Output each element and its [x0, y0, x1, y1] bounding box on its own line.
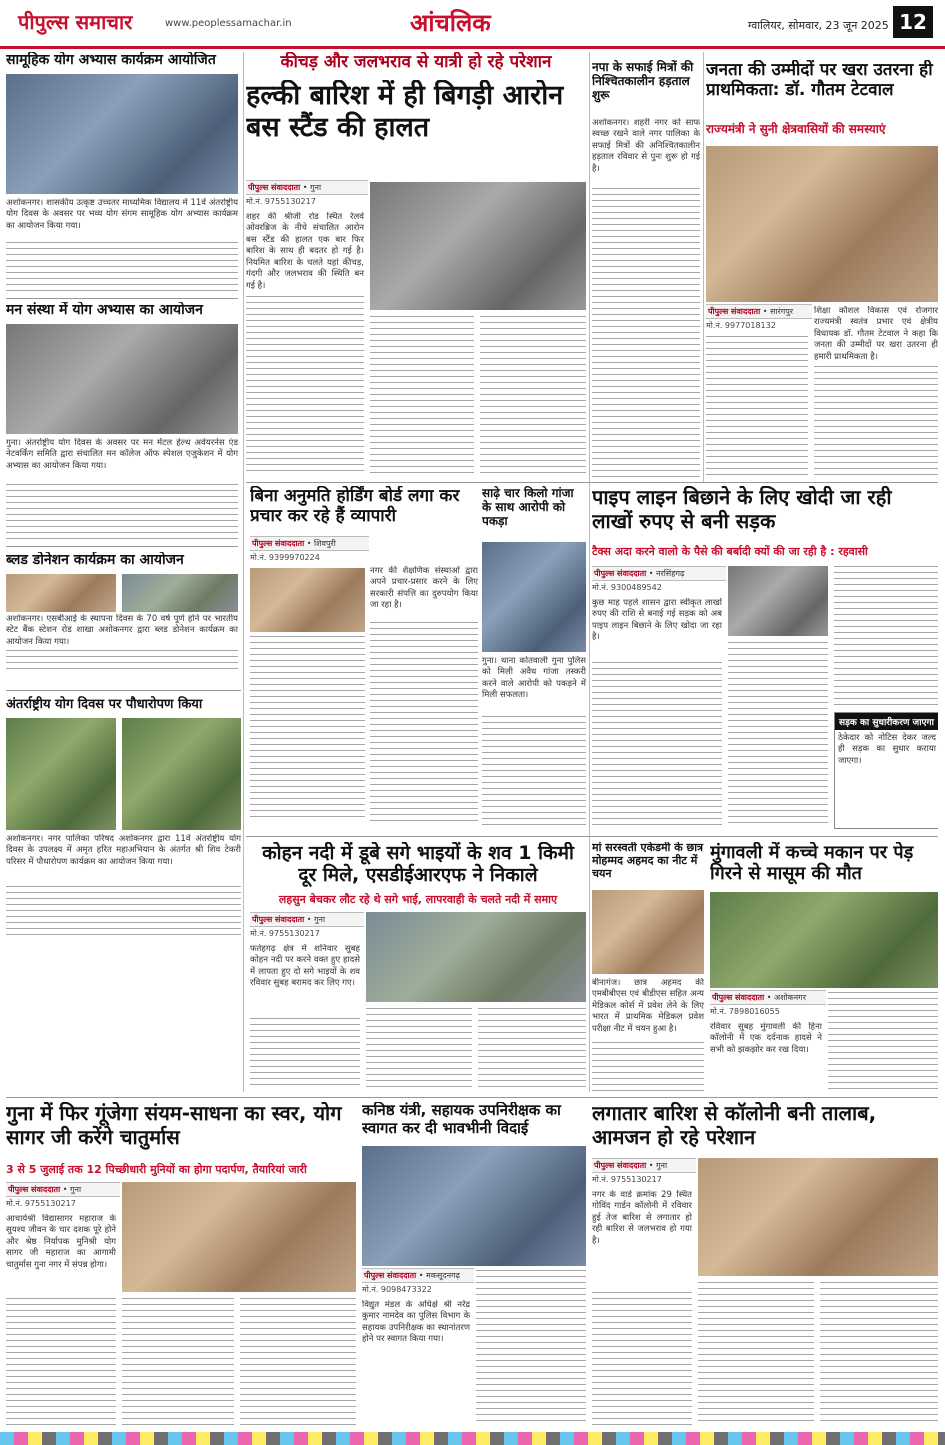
- fallen-tree-photo: [710, 892, 938, 988]
- s6-body-text: [592, 188, 700, 478]
- s15-headline[interactable]: कनिष्ठ यंत्री, सहायक उपनिरीक्षक का स्वागत कर दी भावभीनी विदाई: [362, 1102, 561, 1137]
- s9-lead: गुना। थाना कोतवाली गुना पुलिस को मिली अवैध गांजा तस्करी करने वाले आरोपी को पकड़ने में मिली सफलता।: [482, 656, 586, 701]
- byline-name: पीपुल्स संवाददाता: [594, 1161, 647, 1170]
- byline-name: पीपुल्स संवाददाता: [594, 569, 647, 578]
- s7-subhead: राज्यमंत्री ने सुनी क्षेत्रवासियों की समस्याएं: [706, 122, 886, 136]
- byline-name: पीपुल्स संवाददाता: [364, 1271, 417, 1280]
- divider: [6, 1097, 938, 1098]
- s4-lead: अशोकनगर। नगर पालिका परिषद अशोकनगर द्वारा 11वें अंतर्राष्ट्रीय योग दिवस के उपलक्ष्य में अमृत हरित महाअभियान के अंतर्गत श्री शिव टेकरी परिसर में पौधारोपण कार्यक्रम का आयोजन किया गया।: [6, 834, 241, 867]
- s10-body-col3: [834, 566, 938, 706]
- s5-body-col1: [246, 296, 364, 476]
- box-title: सड़क का सुधारीकरण जाएगा: [835, 713, 938, 730]
- s5-lead: शहर की श्रीजी रोड स्थित रेलवे ओवरब्रिज के नीचे संचालित आरोन बस स्टैंड की हालत एक बार फिर बारिश के साथ ही बदतर हो गई है। नियमित बारिश के चलते यहां कीचड़, गंदगी और जलभराव की स्थिति बन गई है।: [246, 212, 364, 291]
- byline-name: पीपुल्स संवाददाता: [8, 1185, 61, 1194]
- minister-public-hearing-photo: [706, 146, 938, 302]
- byline-place: सारंगपुर: [770, 307, 794, 316]
- s1-headline[interactable]: सामूहिक योग अभ्यास कार्यक्रम आयोजित: [6, 52, 216, 68]
- s5-byline: पीपुल्स संवाददाता • गुना: [246, 180, 368, 195]
- s16-body-col1: [592, 1292, 692, 1426]
- dug-road-photo: [728, 566, 828, 636]
- divider: [6, 298, 238, 299]
- s11-block: [250, 842, 586, 1094]
- s16-block: [592, 1102, 938, 1430]
- s15-block: [362, 1102, 586, 1430]
- s14-headline[interactable]: गुना में फिर गूंजेगा संयम-साधना का स्वर, योग सागर जी करेंगे चातुर्मास: [6, 1102, 342, 1149]
- bus-stand-waterlogging-photo: [370, 182, 586, 310]
- s16-byline: पीपुल्स संवाददाता • गुना: [592, 1158, 696, 1173]
- s16-headline[interactable]: लगातार बारिश से कॉलोनी बनी तालाब, आमजन हो रहे परेशान: [592, 1102, 877, 1149]
- s14-subhead: 3 से 5 जुलाई तक 12 पिच्छीधारी मुनियों का होगा पदार्पण, तैयारियां जारी: [6, 1163, 307, 1176]
- byline-place: शिवपुरी: [314, 539, 336, 548]
- s2-body-text: [6, 484, 238, 540]
- s5-block: [246, 52, 586, 477]
- byline-place: गुना: [314, 915, 326, 924]
- s8-body-col2: [370, 622, 478, 822]
- s8-body-col1: [250, 636, 365, 821]
- s5-mobile: मो.नं. 9755130217: [246, 197, 316, 206]
- website-url[interactable]: www.peoplessamachar.in: [165, 18, 292, 29]
- s10-subhead: टैक्स अदा करने वालो के पैसे की बर्बादी क्यों की जा रही है : रहवासी: [592, 545, 868, 558]
- river-rescue-photo: [366, 912, 586, 1002]
- divider: [6, 690, 241, 691]
- s9-body-text: [482, 716, 586, 826]
- s16-lead: नगर के वार्ड क्रमांक 29 स्थित गोविंद गार्डन कॉलोनी में रविवार हुई तेज बारिश से लगातार हो रही बारिश से जलभराव हो गया है।: [592, 1190, 692, 1246]
- s7-lead: शिक्षा कौशल विकास एवं रोजगार राज्यमंत्री स्वतंत्र प्रभार एवं क्षेत्रीय विधायक डॉ. गौतम टेटवाल ने कहा कि जनता की उम्मीदों पर खरा उतरना ही हमारी प्राथमिकता है।: [814, 306, 938, 362]
- s15-body-col2: [476, 1270, 586, 1426]
- s10-byline: पीपुल्स संवाददाता • नरसिंहगढ़: [592, 566, 726, 581]
- byline-place: गुना: [656, 1161, 668, 1170]
- s4-headline[interactable]: अंतर्राष्ट्रीय योग दिवस पर पौधारोपण किया: [6, 697, 203, 712]
- column-rule: [243, 52, 244, 1092]
- s15-mobile: मो.नं. 9098473322: [362, 1285, 432, 1294]
- byline-name: पीपुल्स संवाददाता: [712, 993, 765, 1002]
- s16-body-col3: [820, 1282, 938, 1426]
- s11-body-col3: [478, 1008, 586, 1090]
- s14-body-col3: [240, 1298, 356, 1426]
- s2-lead: गुना। अंतर्राष्ट्रीय योग दिवस के अवसर पर मन मेंटल हेल्थ अवेयरनेस एंड नेटवर्किंग समिति द्वारा संचालित मन कॉलेज ऑफ स्पेशल एजुकेशन में योग अभ्यास का आयोजन किया गया।: [6, 438, 238, 471]
- s3-lead: अशोकनगर। एसबीआई के स्थापना दिवस के 70 वर्ष पूर्ण होने पर भारतीय स्टेट बैंक स्टेशन रोड शाखा अशोकनगर द्वारा ब्लड डोनेशन कार्यक्रम का आयोजन किया गया।: [6, 614, 238, 647]
- s14-body-col2: [122, 1298, 234, 1426]
- s14-mobile: मो.नं. 9755130217: [6, 1199, 76, 1208]
- s5-body-col2: [370, 316, 474, 476]
- s6-headline[interactable]: नपा के सफाई मित्रों की निश्चितकालीन हड़ताल शुरू: [592, 60, 694, 103]
- byline-place: गुना: [310, 183, 322, 192]
- divider: [6, 546, 238, 547]
- s5-headline[interactable]: हल्की बारिश में ही बिगड़ी आरोन बस स्टैंड की हालत: [246, 80, 564, 143]
- s10-body-col2: [728, 642, 828, 827]
- left-column: [6, 52, 238, 612]
- s15-lead: विद्युत मंडल के अधिक्षे श्री नरेंद्र कुमार नामदेव का पुलिस विभाग के सहायक उपनिरीक्षक का स्थानांतरण होने पर स्वागत किया गया।: [362, 1300, 470, 1345]
- s10-mobile: मो.नं. 9300489542: [592, 583, 662, 592]
- s11-byline: पीपुल्स संवाददाता • गुना: [250, 912, 364, 927]
- s8-headline[interactable]: बिना अनुमति होर्डिंग बोर्ड लगा कर प्रचार कर रहे हैं व्यापारी: [250, 486, 460, 527]
- s8-block: [250, 486, 478, 831]
- flooded-colony-photo: [698, 1158, 938, 1276]
- s12-body-text: [592, 1042, 704, 1092]
- s8-mobile: मो.नं. 9399970224: [250, 553, 320, 562]
- s10-lead: कुछ माह पहले शासन द्वारा स्वीकृत लाखों रुपए की राशि से बनाई गई सड़क को अब पाइप लाइन बिछाने के लिए खोदा जा रहा है।: [592, 598, 722, 643]
- box-text: ठेकेदार को नोटिस देकर जल्द ही सड़क का सुधार कराया जाएगा।: [838, 733, 936, 766]
- s4-body-text: [6, 886, 241, 936]
- arrested-accused-photo: [482, 542, 586, 652]
- blood-donation-photo-1: [6, 574, 116, 612]
- byline-place: मकसूदनगढ़: [426, 1271, 461, 1280]
- byline-name: पीपुल्स संवाददाता: [708, 307, 761, 316]
- masthead: [0, 0, 945, 49]
- s12-headline[interactable]: मां सरस्वती एकेडमी के छात्र मोहम्मद अहमद का नीट में चयन: [592, 842, 704, 880]
- student-felicitation-photo: [592, 890, 704, 974]
- s9-block: [482, 486, 586, 831]
- s3-headline[interactable]: ब्लड डोनेशन कार्यक्रम का आयोजन: [6, 552, 184, 568]
- s12-block: [592, 842, 704, 1094]
- s10-headline[interactable]: पाइप लाइन बिछाने के लिए खोदी जा रही लाखों रुपए से बनी सड़क: [592, 486, 892, 533]
- s7-block: [706, 60, 938, 480]
- mann-sanstha-yoga-photo: [6, 324, 238, 434]
- s1-lead: अशोकनगर। शासकीय उत्कृष्ट उच्चतर माध्यमिक विद्यालय में 11वें अंतर्राष्ट्रीय योग दिवस के अवसर पर भव्य योग संगम सामूहिक योग अभ्यास कार्यक्रम का आयोजन किया गया।: [6, 198, 238, 231]
- divider: [246, 482, 938, 483]
- s10-body-col1: [592, 662, 722, 827]
- s12-lead: बीनागंज। छात्र अहमद की एमबीबीएस एवं बीडीएस सहित अन्य मेडिकल कोर्स में प्रवेश लेने के लिए भारत में प्राथमिक मेडिकल प्रवेश परीक्षा नीट में चयन हुआ है।: [592, 978, 704, 1034]
- s1-body-text: [6, 242, 238, 292]
- s11-body-col2: [366, 1008, 472, 1090]
- s16-body-col2: [698, 1282, 814, 1426]
- s11-subhead: लहसुन बेचकर लौट रहे थे सगे भाई, लापरवाही के चलते नदी में समाए: [278, 893, 558, 906]
- column-rule: [589, 52, 590, 1092]
- byline-place: नरसिंहगढ़: [656, 569, 685, 578]
- plantation-photo-2: [122, 718, 241, 830]
- s6-block: [592, 60, 700, 480]
- s11-lead: फतेहगढ़ क्षेत्र में शनिवार सुबह कोहन नदी पर करने वक्त हुए हादसे में लापता हुए दो सगे भाइयों के शव रविवार सुबह बरामद कर लिए गए।: [250, 944, 360, 989]
- s13-mobile: मो.नं. 7898016055: [710, 1007, 780, 1016]
- s7-byline: पीपुल्स संवाददाता • सारंगपुर: [706, 304, 812, 319]
- page-number: 12: [893, 6, 933, 38]
- section-title: आंचलिक: [410, 9, 491, 37]
- s16-mobile: मो.नं. 9755130217: [592, 1175, 662, 1184]
- s11-headline[interactable]: कोहन नदी में डूबे सगे भाइयों के शव 1 किमी दूर मिले, एसडीईआरएफ ने निकाले: [262, 842, 574, 887]
- s15-byline: पीपुल्स संवाददाता • मकसूदनगढ़: [362, 1268, 474, 1283]
- s7-mobile: मो.नं. 9977018132: [706, 321, 776, 330]
- s14-body-col1: [6, 1298, 116, 1426]
- color-registration-strip: [0, 1432, 945, 1445]
- s2-headline[interactable]: मन संस्था में योग अभ्यास का आयोजन: [6, 302, 203, 318]
- byline-name: पीपुल्स संवाददाता: [252, 915, 305, 924]
- newspaper-logo[interactable]: पीपुल्स समाचार: [18, 10, 133, 34]
- hoarding-board-photo: [250, 568, 365, 632]
- s9-headline[interactable]: साढ़े चार किलो गांजा के साथ आरोपी को पकड़ा: [482, 486, 574, 529]
- s5-kicker: कीचड़ और जलभराव से यात्री हो रहे परेशान: [280, 52, 552, 72]
- s3-text-block: [6, 614, 238, 684]
- s11-mobile: मो.नं. 9755130217: [250, 929, 320, 938]
- s8-lead: नगर की शैक्षणिक संस्थाओं द्वारा अपने प्रचार-प्रसार करने के लिए सरकारी संपत्ति का दुरुपयोग किया जा रहा है।: [370, 566, 478, 611]
- s7-body-col2: [814, 366, 938, 476]
- s10-block: [592, 486, 938, 831]
- s13-block: [710, 842, 938, 1094]
- blood-donation-photo-2: [122, 574, 238, 612]
- byline-name: पीपुल्स संवाददाता: [252, 539, 305, 548]
- muni-procession-photo: [122, 1182, 356, 1292]
- plantation-photo-1: [6, 718, 116, 830]
- s7-body-col1: [706, 336, 808, 476]
- s11-body-col1: [250, 1018, 360, 1090]
- issue-date: ग्वालियर, सोमवार, 23 जून 2025: [748, 19, 889, 32]
- s13-lead: रविवार सुबह मुंगावली की हिना कॉलोनी में एक दर्दनाक हादसे ने सभी को झकझोर कर रख दिया।: [710, 1022, 822, 1055]
- s5-body-col3: [480, 316, 586, 476]
- byline-place: अशोकनगर: [774, 993, 806, 1002]
- s3-body-text: [6, 650, 238, 670]
- road-repair-box: [834, 712, 938, 829]
- s13-headline[interactable]: मुंगावली में कच्चे मकान पर पेड़ गिरने से मासूम की मौत: [710, 842, 914, 885]
- divider: [246, 836, 938, 837]
- farewell-ceremony-photo: [362, 1146, 586, 1266]
- s8-byline: पीपुल्स संवाददाता • शिवपुरी: [250, 536, 369, 551]
- s4-block: [6, 690, 241, 940]
- s13-byline: पीपुल्स संवाददाता • अशोकनगर: [710, 990, 826, 1005]
- s14-byline: पीपुल्स संवाददाता • गुना: [6, 1182, 120, 1197]
- s14-block: [6, 1102, 356, 1430]
- s13-body-col2: [828, 992, 938, 1090]
- s7-headline[interactable]: जनता की उम्मीदों पर खरा उतरना ही प्राथमिकता: डॉ. गौतम टेटवाल: [706, 60, 933, 101]
- s6-lead: अशोकनगर। शहरी नगर को साफ स्वच्छ रखने वाले नगर पालिका के सफाई मित्रों की अनिश्चितकालीन हड़ताल रविवार से पुनः शुरू हो गई है।: [592, 118, 700, 174]
- byline-name: पीपुल्स संवाददाता: [248, 183, 301, 192]
- column-rule: [703, 52, 704, 482]
- byline-place: गुना: [70, 1185, 82, 1194]
- yoga-program-photo: [6, 74, 238, 194]
- s14-lead: आचार्यश्री विद्यासागर महाराज के सुयश्य जीवन के चार दशक पूरे होने और श्रेष्ठ निर्यापक मुनिश्री योग सागर जी महाराज का आगामी चातुर्मास गुना नगर में संपन्न होगा।: [6, 1214, 116, 1270]
